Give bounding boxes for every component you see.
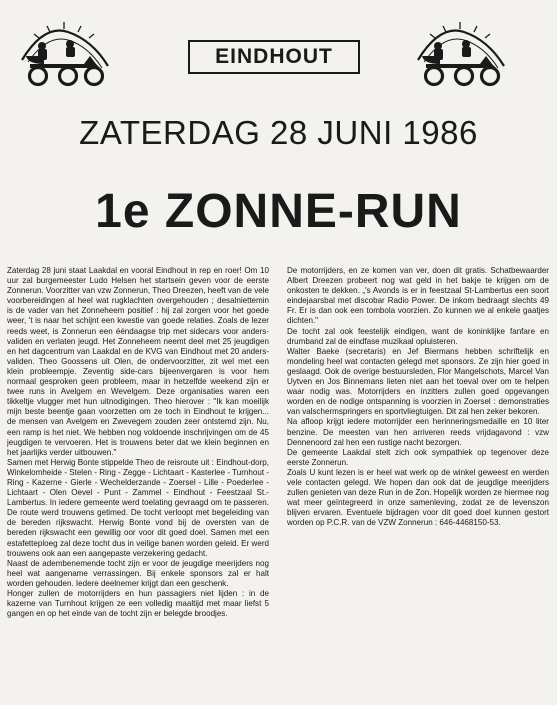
- article-paragraph: Samen met Herwig Bonte stippelde Theo de reisroute uit : Eindhout-dorp, Winkelomheide - Stelen - Ring - Zegge - Lichtaart - Kasterlee - Turnhout - Ring - Kazerne - Gierle - Wechelderzande - Zoersel - Lille - Poederlee - Lichtaart - Olen Oevel - Punt - Zammel - Eindhout - Feestzaal St.-Lambertus. In iedere gemeente werd toelating gevraagd om te passeren. De route werd trouwens getimed. De tocht verloopt met begeleiding van de bereden rijkswacht. Herwig Bonte vond bij de oversten van de bereden rijkswacht een gewillig oor voor dit goed doel. Samen met een estafetteploeg zal deze tocht dus in veilige banen worden geleid. Er werd trouwens ook aan een aangepaste verzekering gedacht.: [7, 457, 269, 558]
- motorcycle-sidecar-icon: [410, 20, 510, 90]
- place-label: EINDHOUT: [188, 40, 360, 74]
- article-paragraph: Zoals U kunt lezen is er heel wat werk op de winkel geweest en werden vele contacten gelegd. We hopen dan ook dat de jeugdige meerijders zullen genieten van deze Run in de Zon. Hopelijk worden ze hiermee nog wat meer geïntegreerd in onze samenleving, zodat ze de levenszon blijven ervaren. Eventuele bijdragen voor dit goed doel kunnen gestort worden op P.C.R. van de VZW Zonnerun : 646-4468150-53.: [287, 467, 549, 528]
- article-paragraph: De tocht zal ook feestelijk eindigen, want de koninklijke fanfare en drumband zal de eindfase muzikaal opluisteren.: [287, 326, 549, 346]
- article-paragraph: De motorrijders, en ze komen van ver, doen dit gratis. Schatbewaarder Albert Dreezen probeert nog wat geld in het bakje te krijgen om de onkosten te dekken. „'s Avonds is er in feestzaal St-Lambertus een soort eindejaarsbal met discobar Radio Power. De inkom bedraagt slechts 49 Fr. Er is dan ook een tombola voorzien. Zo kunnen we al enkele gaatjes dichten.": [287, 266, 549, 326]
- article-paragraph: De gemeente Laakdal stelt zich ook sympathiek op tegenover deze eerste Zonnerun.: [287, 447, 549, 467]
- article-paragraph: Zaterdag 28 juni staat Laakdal en vooral Eindhout in rep en roer! Om 10 uur zal burgemeester Ludo Helsen het startsein geven voor de eerste Zonnerun. Voorzitter van vzw Zonnerun, Theo Dreezen, heeft van de vele voorbereidingen al heel wat rugklachten overgehouden ; desalniettemin is de vader van het Zonneheem positief : hij zal zorgen voor het goede weer, 't is naar het schijnt een kwestie van goede relaties. Zoals de lezer reeds weet, is Zonnerun een ééndaagse trip met sidecars voor anders-validen en verlaten jeugd. Het Zonneheem neemt deel met 25 jeugdigen en het dagcentrum van Laakdal en de KVG van Eindhout met 20 anders-validen. Theo Goossens uit Olen, de ondervoorzitter, zit wel met een klein probleempje. Zeventig side-cars bijeenvergaren is voor hem normaal gesproken geen probleem, maar in hetzelfde weekend zijn er twee runs in Avelgem en Wevelgem. Deze organisaties waren een tikkeltje vlugger met hun uitnodigingen. Theo hierover : "Ik kan moeilijk mijn beste beentje gaan voorzetten om ze toch in Eindhout te krijgen... de mensen van Avelgem en Zwevegem zouden zeer ontstemd zijn. Nu, een ramp is het niet. We hebben nog voldoende inschrijvingen om de 45 jeugdigen te vervoeren. Het is trouwens beter dat we klein beginnen en het jaarlijks verder uitbouwen.": [7, 266, 269, 457]
- headline-date: ZATERDAG 28 JUNI 1986: [79, 114, 478, 151]
- article-column-right: [287, 266, 549, 702]
- article-column-left: [7, 266, 269, 702]
- article-paragraph: Na afloop krijgt iedere motorrijder een herinneringsmedaille en 10 liter benzine. De meesten van hen arriveren reeds vrijdagavond : vzw Dennenoord zal hen een rustige nacht bezorgen.: [287, 417, 549, 447]
- article-paragraph: Honger zullen de motorrijders en hun passagiers niet lijden : in de kazerne van Turnhout krijgen ze een volledig maaltijd met maar liefst 5 gangen en op het einde van de tocht zijn er belegde broodjes.: [7, 589, 269, 619]
- article-paragraph: Naast de adembenemende tocht zijn er voor de jeugdige meerijders nog heel wat aangename verrassingen. Bij enkele sponsors zal er halt worden gehouden. Iedere deelnemer krijgt dan een geschenk.: [7, 558, 269, 588]
- motorcycle-sidecar-icon: [14, 20, 114, 90]
- article-paragraph: Walter Baeke (secretaris) en Jef Biermans hebben schriftelijk en mondeling heel wat contacten gelegd met sponsors. Ze zijn hier goed in geslaagd. Ook de overige bestuursleden, Flor Mangelschots, Marcel Van Uytven en Jos Binnemans lieten niet aan het toeval over om te helpen waar nodig was. Motorrijders en inzitters zullen goed opgevangen worden en de nodige ontspanning is voorzien in Zoersel : demonstraties van valschermspringers en sportvliegtuigen. Dit zal hen zeker bekoren.: [287, 346, 549, 417]
- headline-title: 1e ZONNE-RUN: [95, 185, 462, 238]
